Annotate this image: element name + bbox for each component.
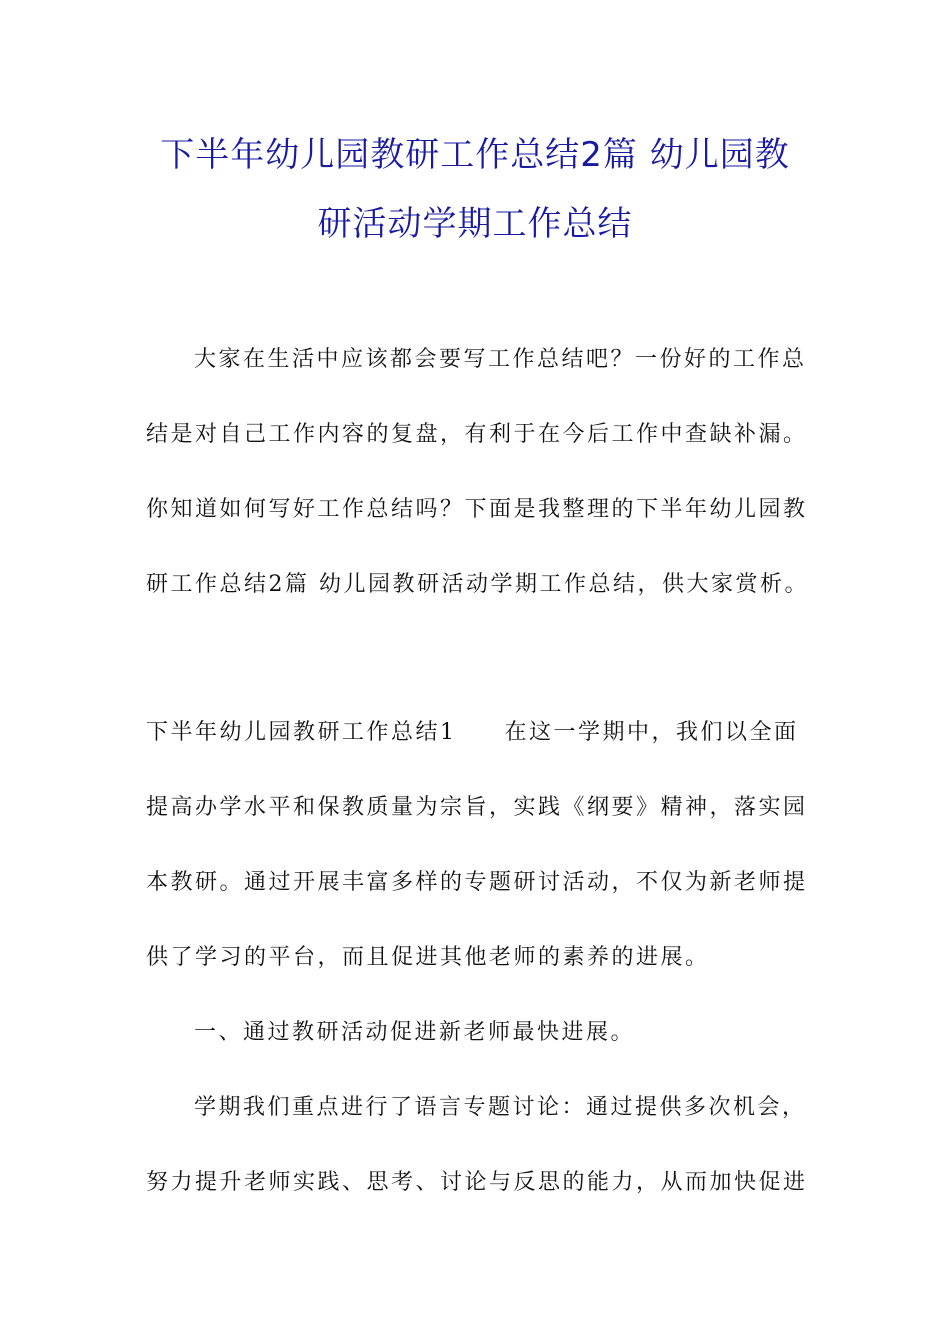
intro-paragraph-line: 你知道如何写好工作总结吗？下面是我整理的下半年幼儿园教 xyxy=(146,497,808,522)
intro-paragraph-line: 大家在生活中应该都会要写工作总结吧？一份好的工作总 xyxy=(194,347,807,372)
section-1-paragraph-line: 本教研。通过开展丰富多样的专题研讨活动，不仅为新老师提 xyxy=(146,870,808,895)
section-1-paragraph-line: 供了学习的平台，而且促进其他老师的素养的进展。 xyxy=(146,945,710,970)
section-1-first-line-text: 在这一学期中，我们以全面 xyxy=(504,720,799,745)
point-1-paragraph-line: 努力提升老师实践、思考、讨论与反思的能力，从而加快促进 xyxy=(146,1170,808,1195)
point-1-paragraph-line: 学期我们重点进行了语言专题讨论：通过提供多次机会， xyxy=(194,1095,807,1120)
intro-paragraph-line: 研工作总结2篇 幼儿园教研活动学期工作总结，供大家赏析。 xyxy=(146,572,809,597)
section-1-heading: 下半年幼儿园教研工作总结1 xyxy=(146,720,457,745)
section-1-paragraph-line: 提高办学水平和保教质量为宗旨，实践《纲要》精神，落实园 xyxy=(146,795,808,820)
document-title-line-1: 下半年幼儿园教研工作总结2篇 幼儿园教 xyxy=(160,135,790,175)
point-1-heading: 一、通过教研活动促进新老师最快进展。 xyxy=(194,1020,636,1045)
document-title-line-2: 研活动学期工作总结 xyxy=(317,204,633,244)
section-1-first-line xyxy=(146,718,806,748)
intro-paragraph-line: 结是对自己工作内容的复盘，有利于在今后工作中查缺补漏。 xyxy=(146,422,808,447)
